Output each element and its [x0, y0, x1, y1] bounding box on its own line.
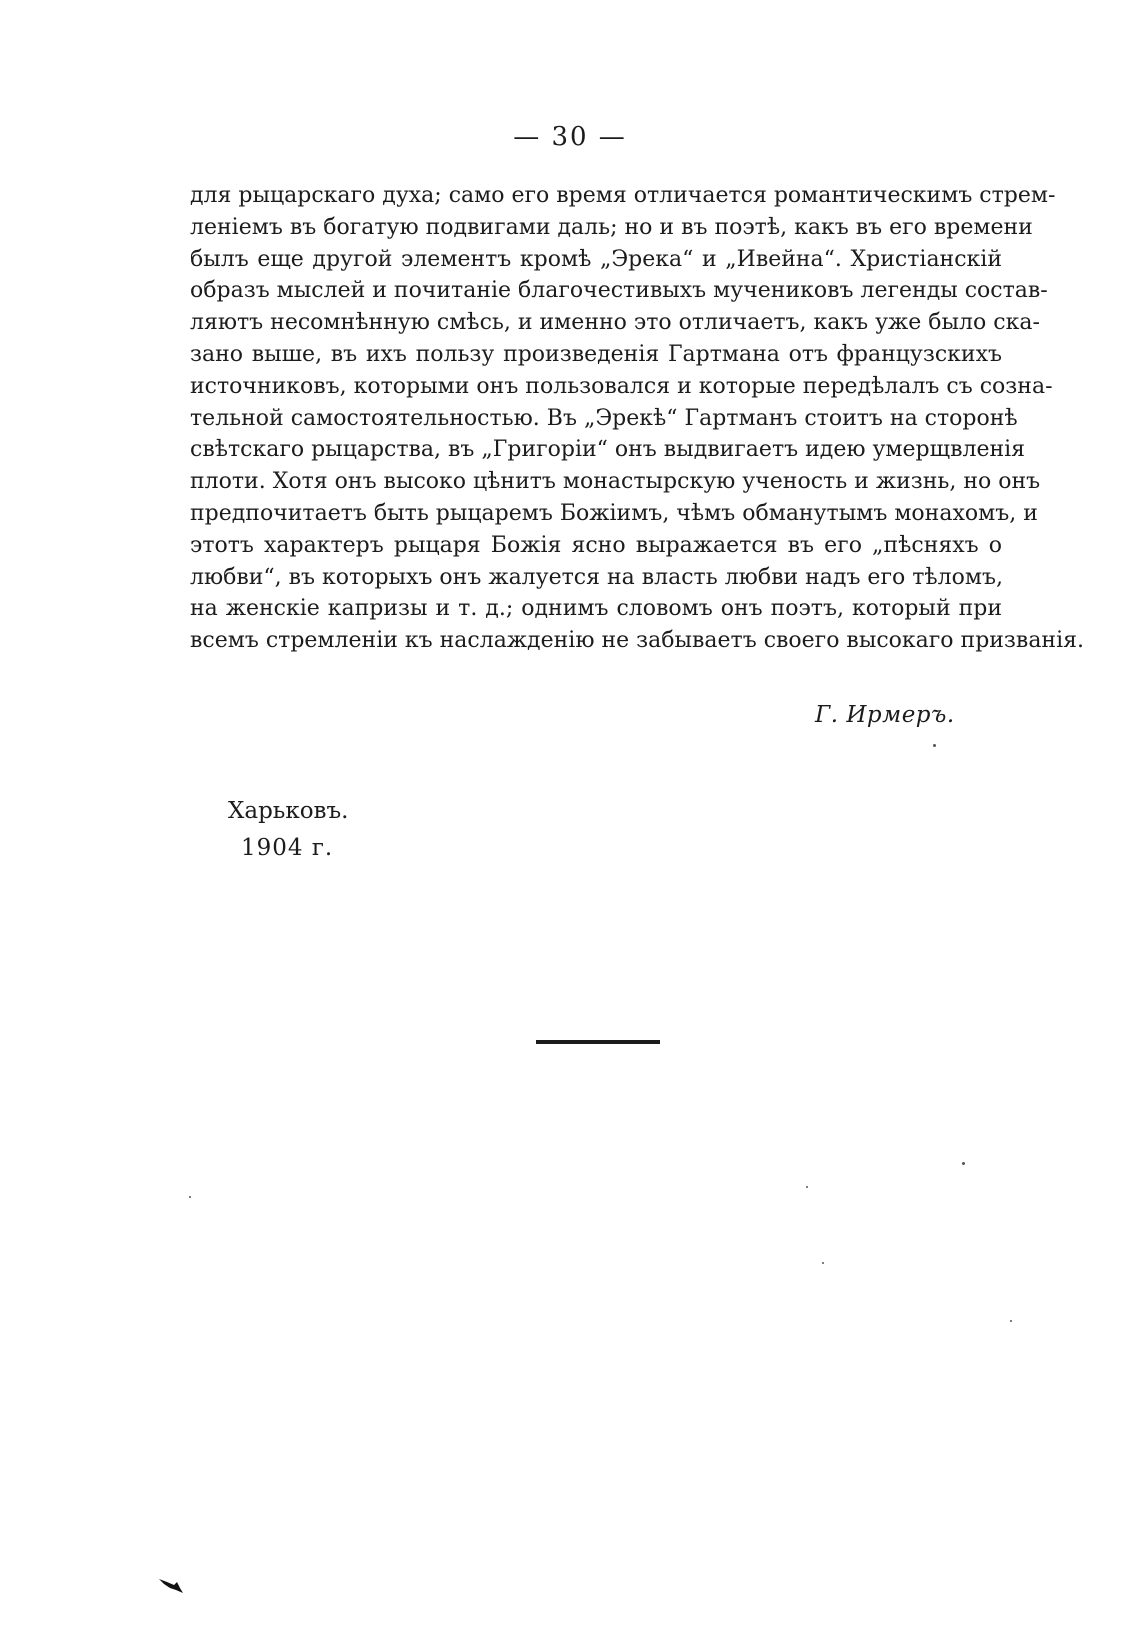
ink-blot-mark — [158, 1577, 184, 1595]
text-line: этотъ характеръ рыцаря Божiя ясно выражается въ его „пѣсняхъ о — [190, 532, 1002, 558]
text-line: на женскiе капризы и т. д.; однимъ словомъ онъ поэтъ, который при — [190, 596, 1002, 622]
scan-speck — [962, 1162, 965, 1165]
text-line: любви“, въ которыхъ онъ жалуется на власть любви надъ его тѣломъ, — [190, 564, 1003, 590]
text-line: свѣтскаго рыцарства, въ „Григорiи“ онъ выдвигаетъ идею умерщвленiя — [190, 437, 1026, 463]
text-line: былъ еще другой элементъ кромѣ „Эрека“ и „Ивейна“. Христiанскiй — [190, 246, 1002, 272]
scan-speck — [806, 1186, 808, 1188]
text-line: плоти. Хотя онъ высоко цѣнитъ монастырскую ученость и жизнь, но онъ — [190, 469, 1041, 495]
text-line: образъ мыслей и почитанiе благочестивыхъ мучениковъ легенды состав- — [190, 278, 1048, 304]
end-rule-divider — [536, 1040, 660, 1044]
scan-speck — [933, 744, 936, 747]
text-line: предпочитаетъ быть рыцаремъ Божiимъ, чѣмъ обманутымъ монахомъ, и — [190, 500, 1038, 526]
text-line: тельной самостоятельностью. Въ „Эрекѣ“ Гартманъ стоитъ на сторонѣ — [190, 405, 1018, 431]
author-signature: Г. Ирмеръ. — [815, 702, 955, 728]
body-paragraph — [190, 180, 1085, 657]
text-line: всемъ стремленiи къ наслажденiю не забываетъ своего высокаго призванiя. — [190, 628, 1085, 654]
publication-place: Харьковъ. — [228, 798, 349, 824]
text-line: ляютъ несомнѣнную смѣсь, и именно это отличаетъ, какъ уже было ска- — [190, 310, 1040, 336]
scan-speck — [822, 1262, 824, 1264]
text-line: ленiемъ въ богатую подвигами даль; но и въ поэтѣ, какъ въ его времени — [190, 214, 1033, 240]
text-line: для рыцарскаго духа; само его время отличается романтическимъ стрем- — [190, 183, 1056, 208]
text-line: источниковъ, которыми онъ пользовался и которые передѣлалъ съ созна- — [190, 373, 1053, 399]
publication-year: 1904 г. — [241, 835, 334, 861]
text-line: зано выше, въ ихъ пользу произведенiя Гартмана отъ французскихъ — [190, 341, 1002, 367]
scan-speck — [189, 1196, 191, 1198]
scan-speck — [1010, 1320, 1012, 1322]
page-number: — 30 — — [513, 122, 627, 152]
